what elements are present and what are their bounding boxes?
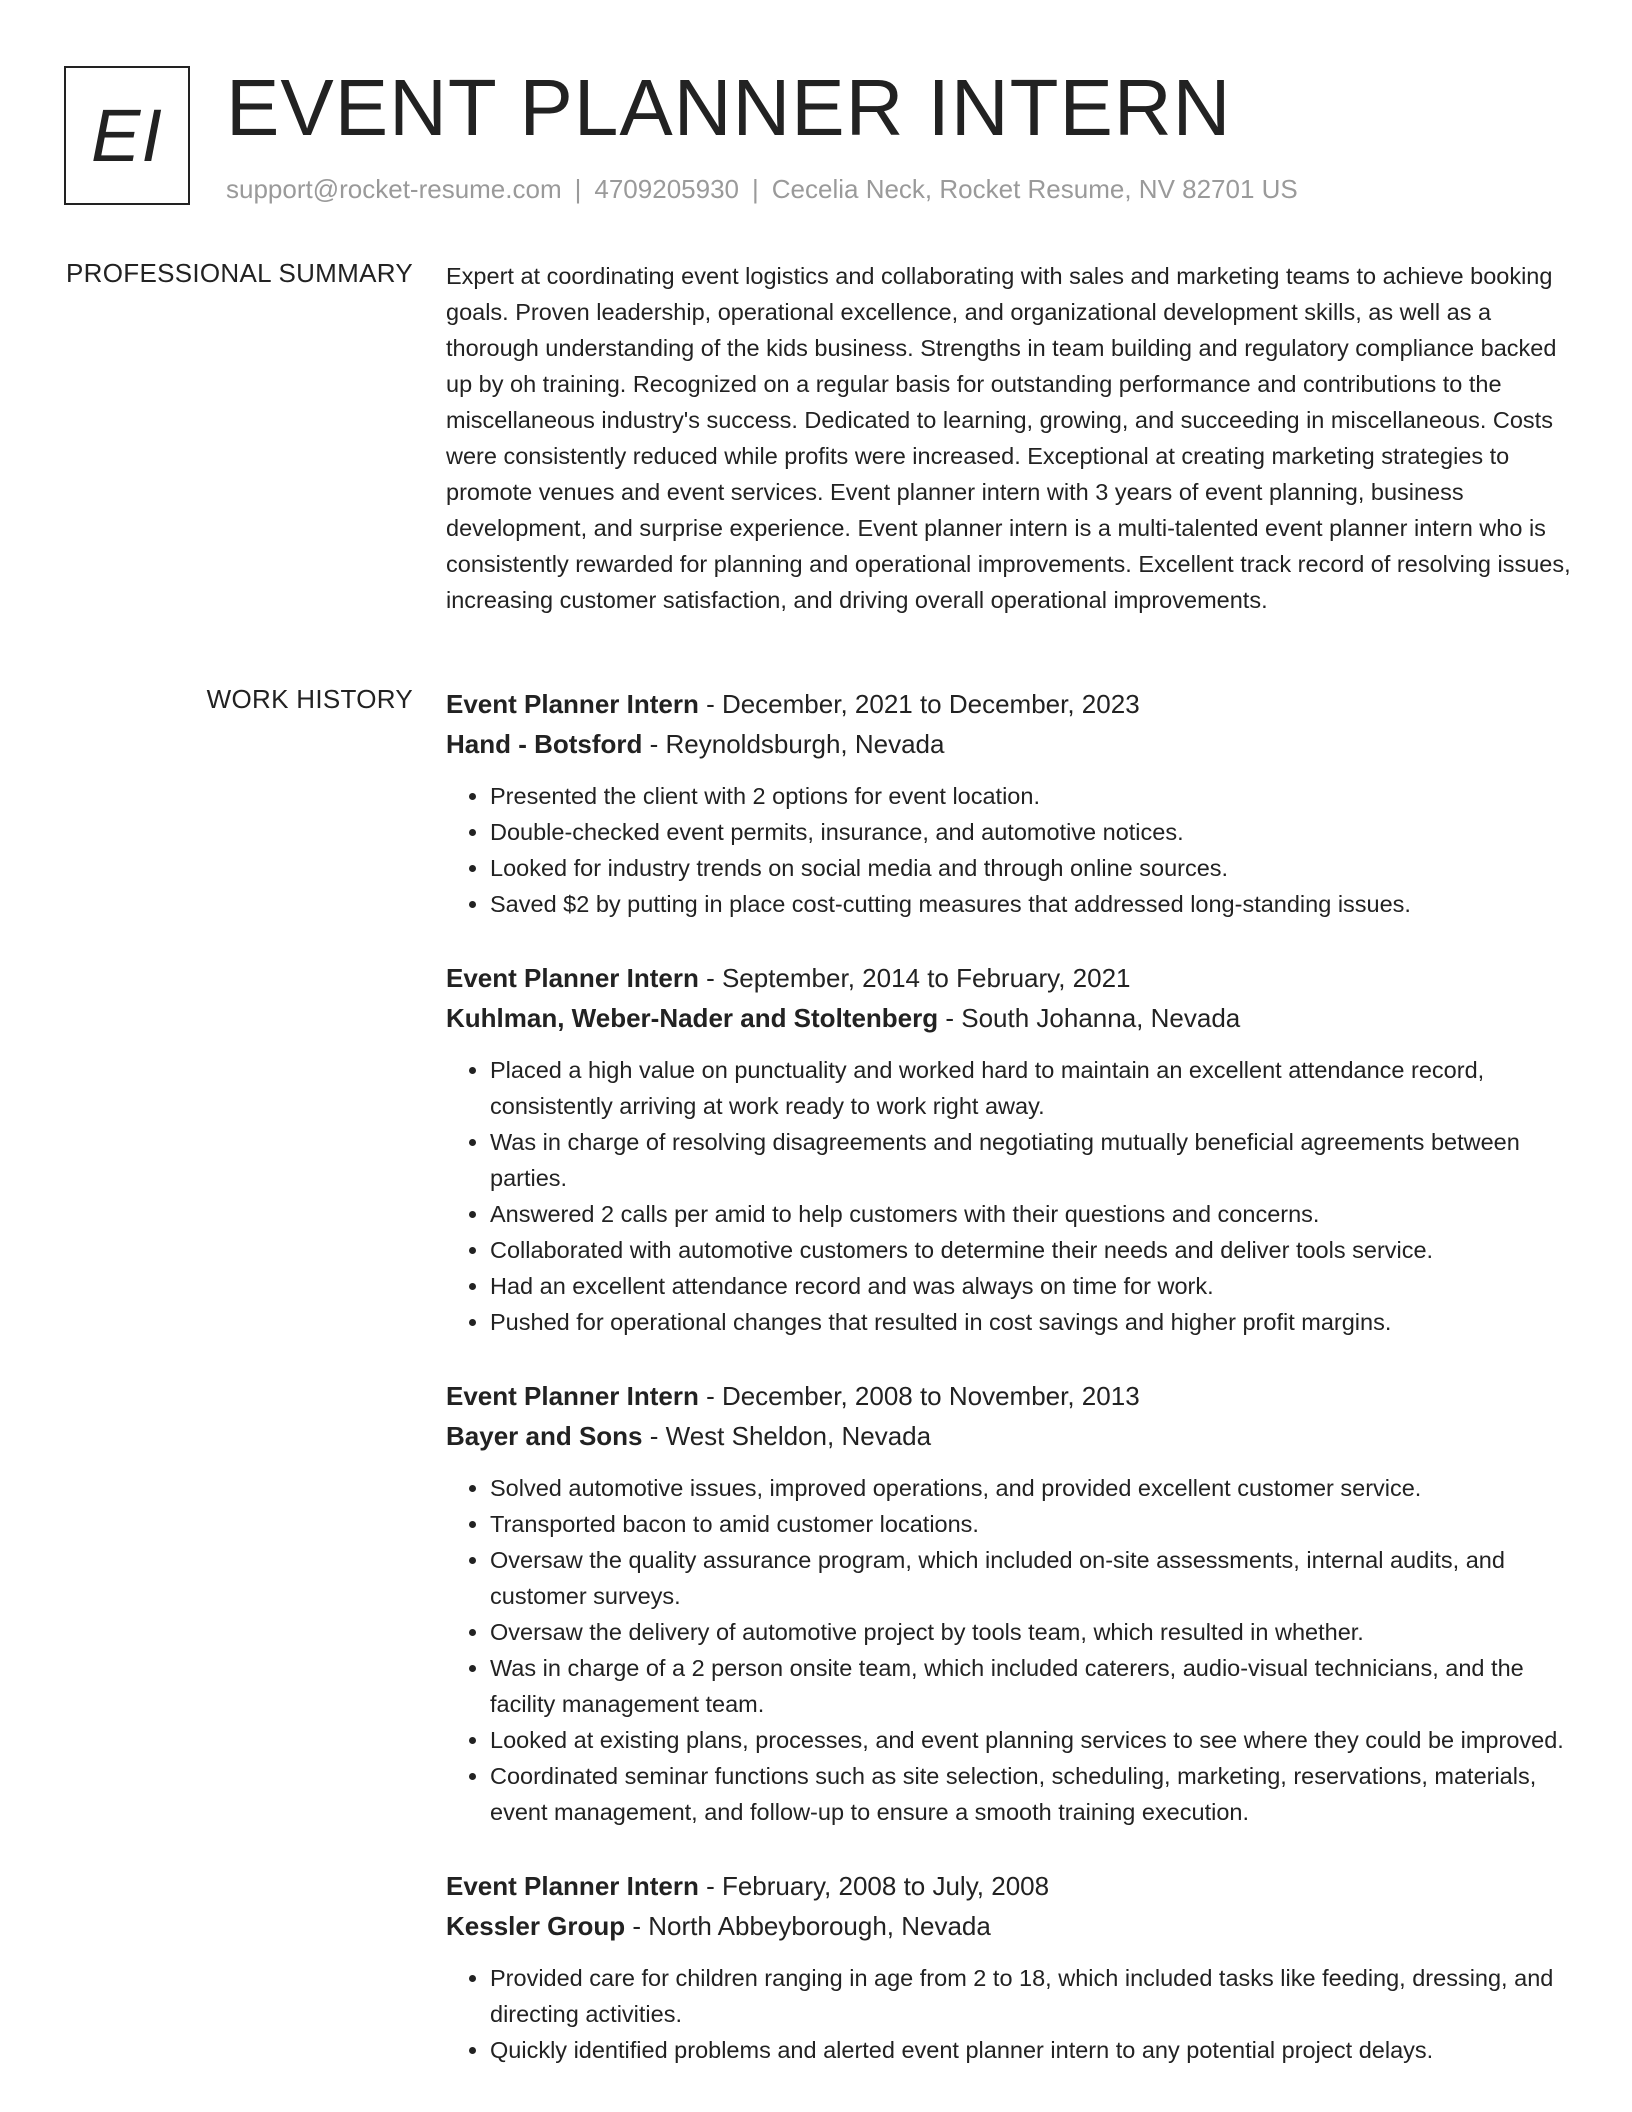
contact-phone: 4709205930 xyxy=(594,174,739,204)
job-company: Kuhlman, Weber-Nader and Stoltenberg xyxy=(446,1003,939,1033)
resume-header xyxy=(64,63,1564,211)
contact-address: Cecelia Neck, Rocket Resume, NV 82701 US xyxy=(771,174,1298,204)
job-bullet: • Pushed for operational changes that resulted in cost savings and higher profit margins. xyxy=(490,1304,1574,1340)
job-title: Event Planner Intern xyxy=(446,1871,699,1901)
job-bullet: • Presented the client with 2 options for event location. xyxy=(490,778,1574,814)
job-company-line xyxy=(446,724,1574,764)
job-bullet: • Answered 2 calls per amid to help customers with their questions and concerns. xyxy=(490,1196,1574,1232)
job-dates: - December, 2008 to November, 2013 xyxy=(698,1381,1140,1411)
job-company: Bayer and Sons xyxy=(446,1421,643,1451)
contact-separator: | xyxy=(752,174,759,204)
job-entry xyxy=(446,684,1574,922)
job-entry xyxy=(446,1866,1574,2068)
job-title: Event Planner Intern xyxy=(446,1381,699,1411)
job-title-line xyxy=(446,1376,1574,1416)
job-company-line xyxy=(446,998,1574,1038)
job-title: Event Planner Intern xyxy=(446,963,699,993)
job-bullet: • Looked for industry trends on social media and through online sources. xyxy=(490,850,1574,886)
job-entry xyxy=(446,958,1574,1340)
monogram-box xyxy=(64,66,190,205)
job-dates: - December, 2021 to December, 2023 xyxy=(698,689,1140,719)
job-list xyxy=(446,684,1574,2104)
page-title: EVENT PLANNER INTERN xyxy=(226,63,1232,152)
section-label-summary: PROFESSIONAL SUMMARY xyxy=(66,258,413,288)
job-location: - Reynoldsburgh, Nevada xyxy=(642,729,945,759)
job-bullet: • Was in charge of a 2 person onsite team, which included caterers, audio-visual technicians, and the facility management team. xyxy=(490,1650,1574,1722)
job-location: - North Abbeyborough, Nevada xyxy=(625,1911,991,1941)
monogram-initials: EI xyxy=(91,94,163,177)
job-location: - South Johanna, Nevada xyxy=(938,1003,1241,1033)
job-bullet: • Coordinated seminar functions such as site selection, scheduling, marketing, reservations, materials, event management, and follow-up to ensure a smooth training execution. xyxy=(490,1758,1574,1830)
summary-text: Expert at coordinating event logistics and collaborating with sales and marketing teams to achieve booking goals. Proven leadership, operational excellence, and organizational development skills, as well as a thorough understanding of the kids business. Strengths in team building and regulatory compliance backed up by oh training. Recognized on a regular basis for outstanding performance and contributions to the miscellaneous industry's success. Dedicated to learning, growing, and succeeding in miscellaneous. Costs were consistently reduced while profits were increased. Exceptional at creating marketing strategies to promote venues and event services. Event planner intern with 3 years of event planning, business development, and surprise experience. Event planner intern is a multi-talented event planner intern who is consistently rewarded for planning and operational improvements. Excellent track record of resolving issues, increasing customer satisfaction, and driving overall operational improvements. xyxy=(446,263,1571,613)
job-bullet: • Placed a high value on punctuality and worked hard to maintain an excellent attendance record, consistently arriving at work ready to work right away. xyxy=(490,1052,1574,1124)
job-bullet: • Provided care for children ranging in age from 2 to 18, which included tasks like feeding, dressing, and directing activities. xyxy=(490,1960,1574,2032)
contact-email: support@rocket-resume.com xyxy=(226,174,562,204)
job-location: - West Sheldon, Nevada xyxy=(642,1421,932,1451)
job-entry xyxy=(446,1376,1574,1830)
job-bullet: • Oversaw the quality assurance program, which included on-site assessments, internal audits, and customer surveys. xyxy=(490,1542,1574,1614)
job-company: Kessler Group xyxy=(446,1911,626,1941)
job-bullet: • Collaborated with automotive customers to determine their needs and deliver tools service. xyxy=(490,1232,1574,1268)
job-bullets xyxy=(446,1052,1574,1340)
job-bullet: • Was in charge of resolving disagreements and negotiating mutually beneficial agreements between parties. xyxy=(490,1124,1574,1196)
job-bullet: • Double-checked event permits, insurance, and automotive notices. xyxy=(490,814,1574,850)
job-bullets xyxy=(446,1470,1574,1830)
job-bullets xyxy=(446,778,1574,922)
contact-line xyxy=(226,174,1298,205)
job-bullet: • Saved $2 by putting in place cost-cutting measures that addressed long-standing issues. xyxy=(490,886,1574,922)
contact-separator: | xyxy=(574,174,582,204)
job-title-line xyxy=(446,1866,1574,1906)
job-title: Event Planner Intern xyxy=(446,689,699,719)
job-company-line xyxy=(446,1416,1574,1456)
job-bullet: • Quickly identified problems and alerted event planner intern to any potential project delays. xyxy=(490,2032,1574,2068)
section-label-work: WORK HISTORY xyxy=(206,684,413,714)
job-bullet: • Had an excellent attendance record and was always on time for work. xyxy=(490,1268,1574,1304)
job-bullets xyxy=(446,1960,1574,2068)
job-title-line xyxy=(446,958,1574,998)
job-bullet: • Oversaw the delivery of automotive project by tools team, which resulted in whether. xyxy=(490,1614,1574,1650)
job-company-line xyxy=(446,1906,1574,1946)
job-dates: - February, 2008 to July, 2008 xyxy=(698,1871,1050,1901)
job-company: Hand - Botsford xyxy=(446,729,643,759)
job-bullet: • Transported bacon to amid customer locations. xyxy=(490,1506,1574,1542)
job-dates: - September, 2014 to February, 2021 xyxy=(698,963,1131,993)
job-bullet: • Looked at existing plans, processes, and event planning services to see where they could be improved. xyxy=(490,1722,1574,1758)
job-bullet: • Solved automotive issues, improved operations, and provided excellent customer service. xyxy=(490,1470,1574,1506)
job-title-line xyxy=(446,684,1574,724)
